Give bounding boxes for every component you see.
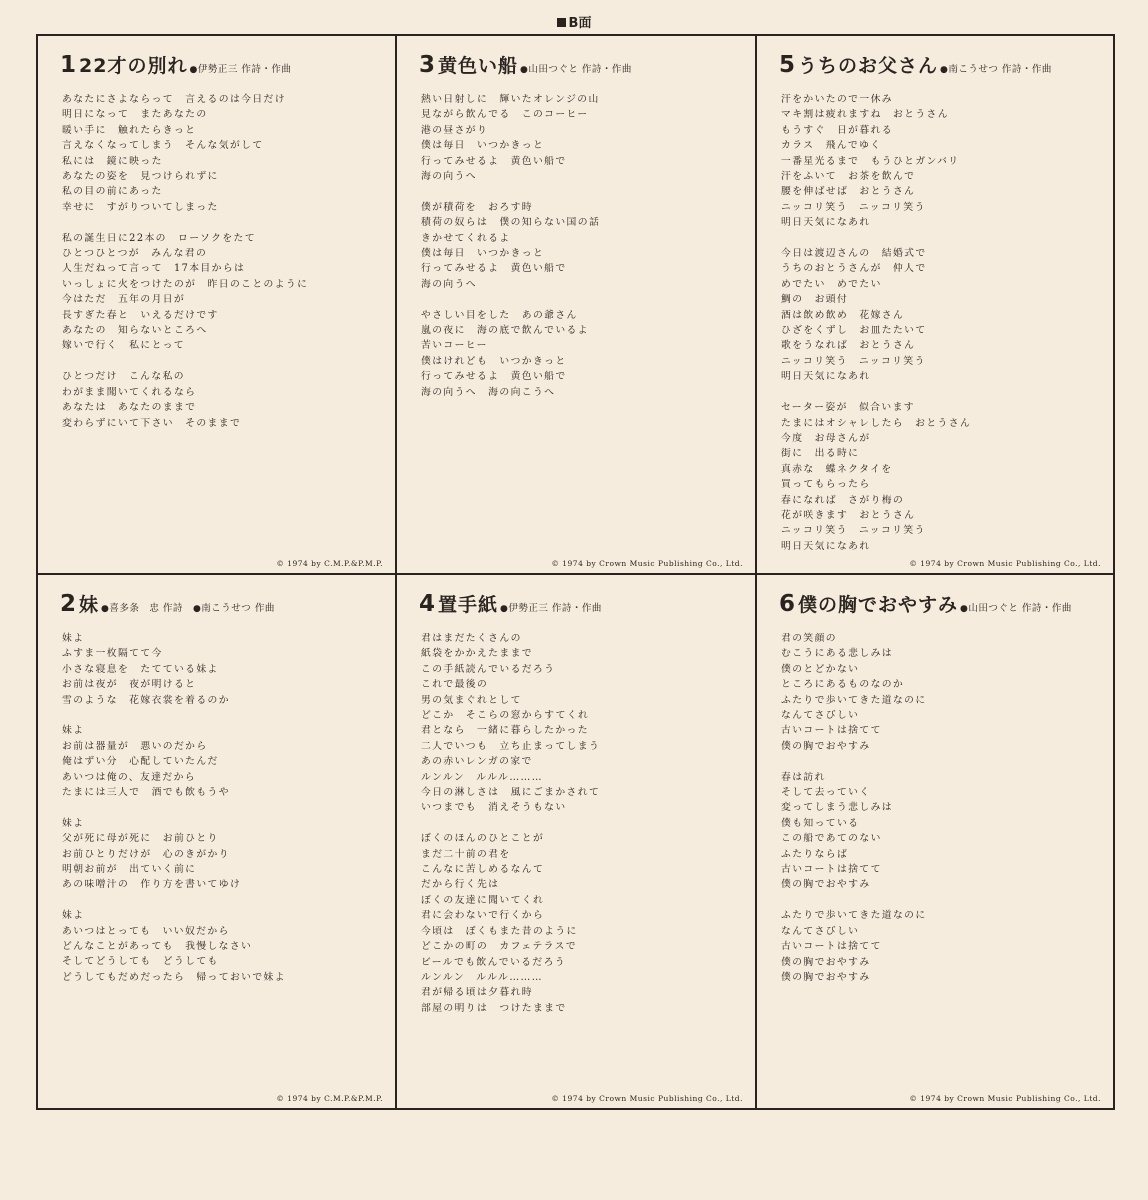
stanza (421, 200, 755, 292)
song-number: 3 (419, 52, 436, 78)
bullet-icon: ● (940, 65, 949, 75)
lyric-line: ルンルン ルルル……… (421, 971, 543, 983)
lyric-line: これで最後の (421, 679, 489, 691)
lyric-line: 部屋の明りは つけたままで (421, 1002, 567, 1014)
bullet-icon: ● (101, 604, 110, 614)
copyright-notice: © 1974 by C.M.P.&P.M.P. (276, 1094, 383, 1103)
lyric-line: ひとつひとつが みんな君の (62, 248, 208, 260)
stanza (62, 631, 395, 708)
lyric-line: あいつはとっても いい奴だから (62, 925, 230, 937)
lyric-line: 古いコートは捨てて (781, 864, 882, 876)
lyric-line: 見ながら飲んでる このコーヒー (421, 109, 589, 121)
lyric-line: 人生だねって言って 17本目からは (62, 263, 246, 275)
lyric-line: 街に 出る時に (781, 448, 860, 460)
lyric-line: なんてさびしい (781, 925, 860, 937)
stanza (62, 723, 395, 800)
lyric-line: 僕はけれども いつかきっと (421, 355, 567, 367)
song-panel-2 (38, 575, 395, 1108)
lyric-line: 行ってみせるよ 黄色い船で (421, 263, 567, 275)
song-number: 1 (60, 52, 77, 78)
lyric-line: ひざをくずし お皿たたいて (781, 325, 927, 337)
song-number: 5 (779, 52, 796, 78)
lyric-line: むこうにある悲しみは (781, 648, 893, 660)
lyric-line: お前は夜が 夜が明けると (62, 679, 197, 691)
copyright-notice: © 1974 by Crown Music Publishing Co., Ltd. (909, 1094, 1101, 1103)
lyrics-block (781, 92, 1113, 554)
lyric-line: 買ってもらったら (781, 479, 871, 491)
copyright-notice: © 1974 by Crown Music Publishing Co., Ltd. (551, 559, 743, 568)
lyric-line: あなたの 知らないところへ (62, 325, 208, 337)
song-title: 黄色い船 (438, 55, 519, 77)
lyric-line: 鯛の お頭付 (781, 294, 849, 306)
lyric-line: 海の向うへ 海の向こうへ (421, 386, 556, 398)
lyrics-grid (36, 34, 1115, 1110)
stanza (781, 770, 1113, 893)
credit-text-2: 南こうせつ 作曲 (201, 603, 275, 614)
lyric-line: 行ってみせるよ 黄色い船で (421, 371, 567, 383)
lyric-line: 一番星光るまで もうひとガンバリ (781, 155, 960, 167)
lyric-line: 僕は毎日 いつかきっと (421, 140, 545, 152)
lyric-line: 長すぎた春と いえるだけです (62, 309, 219, 321)
lyric-line: 僕は毎日 いつかきっと (421, 248, 545, 260)
lyric-line: 幸せに すがりついてしまった (62, 201, 219, 213)
lyric-line: お前は器量が 悪いのだから (62, 740, 208, 752)
lyric-line: ニッコリ笑う ニッコリ笑う (781, 355, 926, 367)
bullet-icon: ● (189, 65, 198, 75)
lyric-line: 真赤な 蝶ネクタイを (781, 463, 893, 475)
lyric-line: たまには三人で 酒でも飲もうや (62, 787, 230, 799)
lyric-line: 僕の胸でおやすみ (781, 971, 871, 983)
song-number: 4 (419, 591, 436, 617)
stanza (62, 231, 395, 354)
lyric-line: セーター姿が 似合います (781, 402, 915, 414)
lyric-line: 言えなくなってしまう そんな気がして (62, 140, 264, 152)
song-number: 6 (779, 591, 796, 617)
bullet-icon: ● (500, 604, 509, 614)
lyric-line: 妹よ (62, 910, 85, 922)
song-credit (500, 603, 602, 614)
song-panel-3 (397, 36, 755, 573)
lyric-line: ふたりで歩いてきた道なのに (781, 694, 927, 706)
lyric-line: 今はただ 五年の月日が (62, 294, 186, 306)
lyric-line: 私の目の前にあった (62, 186, 163, 198)
lyric-line: 今頃は ぼくもまた昔のように (421, 925, 578, 937)
lyric-line: 私の誕生日に22本の ローソクをたて (62, 232, 256, 244)
credit-text: 南こうせつ 作詩・作曲 (948, 64, 1052, 75)
lyric-line: 暖い手に 触れたらきっと (62, 124, 197, 136)
lyric-line: 雪のような 花嫁衣裳を着るのか (62, 694, 230, 706)
lyric-line: 春は訪れ (781, 771, 826, 783)
stanza (781, 908, 1113, 985)
lyric-line: ニッコリ笑う ニッコリ笑う (781, 525, 926, 537)
stanza (421, 92, 755, 184)
lyric-line: あの赤いレンガの家で (421, 756, 533, 768)
lyric-line: 妹よ (62, 817, 85, 829)
lyric-line: 今度 お母さんが (781, 432, 871, 444)
lyric-line: 海の向うへ (421, 278, 477, 290)
lyric-line: あなたにさよならって 言えるのは今日だけ (62, 94, 286, 105)
lyric-line: 俺はずい分 心配していたんだ (62, 756, 219, 768)
lyric-line: あなたの姿を 見つけられずに (62, 171, 219, 183)
song-panel-6 (757, 575, 1113, 1108)
lyric-line: そして去っていく (781, 787, 871, 799)
lyric-line: 酒は飲め飲め 花嫁さん (781, 309, 905, 321)
credit-text: 伊勢正三 作詩・作曲 (508, 603, 602, 614)
square-bullet-icon (557, 18, 566, 27)
lyric-line: 君となら 一緒に暮らしたかった (421, 725, 589, 737)
song-credit (101, 603, 275, 614)
lyric-line: 僕の胸でおやすみ (781, 956, 871, 968)
lyrics-block (421, 631, 755, 1016)
stanza (781, 246, 1113, 385)
lyric-line: 君の笑顔の (781, 633, 837, 644)
side-label: B面 (568, 16, 592, 31)
stanza (62, 908, 395, 985)
lyric-line: 嫁いで行く 私にとって (62, 340, 185, 352)
lyric-line: きかせてくれるよ (421, 232, 511, 244)
lyric-line: マキ割は疲れますね おとうさん (781, 109, 949, 121)
lyric-line: 僕も知っている (781, 817, 860, 829)
side-title (0, 12, 1148, 31)
lyric-line: ところにあるものなのか (781, 679, 905, 691)
copyright-notice: © 1974 by Crown Music Publishing Co., Ltd. (551, 1094, 743, 1103)
song-credit (189, 64, 291, 75)
lyric-line: いっしょに火をつけたのが 昨日のことのように (62, 278, 309, 290)
lyric-line: 父が死に母が死に お前ひとり (62, 833, 219, 845)
stanza (62, 369, 395, 431)
lyric-line: この手紙読んでいるだろう (421, 663, 556, 675)
credit-spacer (183, 603, 193, 614)
stanza (421, 631, 755, 816)
lyric-line: 君が帰る頃は夕暮れ時 (421, 987, 533, 999)
song-header (60, 589, 395, 619)
song-header (419, 589, 755, 619)
lyric-line: ふすま一枚隔てて今 (62, 648, 163, 660)
lyrics-block (62, 92, 395, 431)
lyric-line: 明日天気になあれ (781, 371, 871, 383)
lyric-line: あいつは俺の、友達だから (62, 771, 196, 783)
lyric-line: たまにはオシャレしたら おとうさん (781, 417, 972, 429)
lyric-line: 行ってみせるよ 黄色い船で (421, 155, 567, 167)
song-title: 僕の胸でおやすみ (798, 594, 959, 616)
lyric-line: 私には 鏡に映った (62, 155, 163, 167)
lyric-line: 明日天気になあれ (781, 217, 871, 229)
lyric-line: 君に会わないで行くから (421, 910, 545, 922)
lyric-line: 小さな寝息を たてている妹よ (62, 663, 219, 675)
stanza (62, 92, 395, 215)
stanza (781, 92, 1113, 231)
credit-text: 山田つぐと 作詩・作曲 (968, 603, 1072, 614)
copyright-notice: © 1974 by Crown Music Publishing Co., Ltd. (909, 559, 1101, 568)
copyright-notice: © 1974 by C.M.P.&P.M.P. (276, 559, 383, 568)
lyric-line: 今日の淋しさは 風にごまかされて (421, 787, 601, 799)
stanza (781, 631, 1113, 754)
lyric-line: どこか そこらの窓からすてくれ (421, 710, 590, 722)
lyric-line: めでたい めでたい (781, 278, 882, 290)
stanza (781, 400, 1113, 554)
lyric-line: 歌をうなれば おとうさん (781, 340, 916, 352)
lyric-line: あなたは あなたのままで (62, 402, 197, 414)
lyric-line: 春になれば さがり梅の (781, 494, 905, 506)
song-header (60, 50, 395, 80)
song-number: 2 (60, 591, 77, 617)
lyric-line: どんなことがあっても 我慢しなさい (62, 941, 253, 953)
lyric-line: ビールでも飲んでいるだろう (421, 956, 566, 968)
lyric-line: 妹よ (62, 633, 85, 644)
lyric-line: 苦いコーヒー (421, 340, 488, 352)
lyric-line: 熱い日射しに 輝いたオレンジの山 (421, 94, 600, 105)
lyric-line: 明朝お前が 出ていく前に (62, 864, 197, 876)
lyric-line: ぼくの友達に聞いてくれ (421, 894, 545, 906)
song-title: 22才の別れ (79, 55, 188, 77)
lyric-line: やさしい目をした あの爺さん (421, 309, 578, 321)
bullet-icon: ● (192, 604, 202, 614)
lyric-line: なんてさびしい (781, 710, 860, 722)
song-header (419, 50, 755, 80)
lyric-line: 古いコートは捨てて (781, 941, 882, 953)
lyrics-block (781, 631, 1113, 985)
lyric-line: うちのおとうさんが 仲人で (781, 263, 927, 275)
lyric-line: どうしてもだめだったら 帰っておいで妹よ (62, 971, 286, 983)
song-header (779, 589, 1113, 619)
lyric-line: 積荷の奴らは 僕の知らない国の話 (421, 217, 601, 229)
song-panel-5 (757, 36, 1113, 573)
lyric-line: 港の昼さがり (421, 124, 489, 136)
lyric-line: ふたりで歩いてきた道なのに (781, 910, 927, 922)
lyrics-block (421, 92, 755, 400)
lyric-line: 僕のとどかない (781, 663, 860, 675)
lyric-line: 汗をかいたので一休み (781, 94, 893, 105)
lyric-line: 今日は渡辺さんの 結婚式で (781, 248, 927, 260)
lyric-line: お前ひとりだけが 心のきがかり (62, 848, 230, 860)
bullet-icon: ● (520, 65, 529, 75)
lyric-line: 僕の胸でおやすみ (781, 740, 871, 752)
lyric-line: 変わらずにいて下さい そのままで (62, 417, 242, 429)
song-header (779, 50, 1113, 80)
lyric-line: わがまま聞いてくれるなら (62, 386, 197, 398)
lyric-line: ルンルン ルルル……… (421, 771, 543, 783)
lyric-line: カラス 飛んでゆく (781, 140, 882, 152)
lyric-line: どこかの町の カフェテラスで (421, 941, 577, 953)
lyric-line: 二人でいつも 立ち止まってしまう (421, 740, 601, 752)
lyric-line: 嵐の夜に 海の底で飲んでいるよ (421, 325, 589, 337)
lyric-line: 君はまだたくさんの (421, 633, 522, 644)
lyric-line: 明日天気になあれ (781, 540, 871, 552)
lyric-line: 海の向うへ (421, 171, 477, 183)
song-credit (940, 64, 1052, 75)
lyric-line: 古いコートは捨てて (781, 725, 882, 737)
song-title: 妹 (79, 594, 100, 616)
lyric-line: 明日になって またあなたの (62, 109, 208, 121)
lyric-line: ニッコリ笑う ニッコリ笑う (781, 201, 926, 213)
lyric-line: この船であてのない (781, 833, 882, 845)
lyric-line: 男の気まぐれとして (421, 694, 522, 706)
lyric-line: もうすぐ 日が暮れる (781, 124, 893, 136)
lyric-line: まだ二十前の君を (421, 848, 511, 860)
lyric-line: 僕が積荷を おろす時 (421, 201, 533, 213)
song-title: うちのお父さん (798, 55, 939, 77)
lyric-line: 花が咲きます おとうさん (781, 509, 916, 521)
lyric-line: こんなに苦しめるなんて (421, 864, 545, 876)
lyrics-block (62, 631, 395, 985)
lyric-line: いつまでも 消えそうもない (421, 802, 567, 814)
lyric-line: 汗をふいて お茶を飲んで (781, 171, 916, 183)
bullet-icon: ● (960, 604, 969, 614)
lyric-line: 妹よ (62, 725, 85, 737)
stanza (421, 308, 755, 400)
lyric-line: 紙袋をかかえたままで (421, 648, 533, 660)
song-panel-4 (397, 575, 755, 1108)
lyric-line: ぼくのほんのひとことが (421, 833, 545, 845)
credit-text: 伊勢正三 作詩・作曲 (197, 64, 292, 75)
lyric-line: あの味噌汁の 作り方を書いてゆけ (62, 879, 242, 891)
lyric-line: ひとつだけ こんな私の (62, 371, 185, 383)
lyric-line: そしてどうしても どうしても (62, 956, 219, 968)
song-panel-1 (38, 36, 395, 573)
credit-text: 山田つぐと 作詩・作曲 (528, 64, 632, 75)
song-credit (520, 64, 632, 75)
song-credit (960, 603, 1072, 614)
lyric-line: 僕の胸でおやすみ (781, 879, 871, 891)
lyric-line: 腰を伸ばせば おとうさん (781, 186, 916, 198)
lyric-line: 変ってしまう悲しみは (781, 802, 893, 814)
lyric-line: ふたりならば (781, 848, 849, 860)
stanza (62, 816, 395, 893)
song-title: 置手紙 (438, 594, 499, 616)
stanza (421, 831, 755, 1016)
credit-text: 喜多条 忠 作詩 (109, 603, 183, 614)
lyric-line: だから行く先は (421, 879, 500, 891)
